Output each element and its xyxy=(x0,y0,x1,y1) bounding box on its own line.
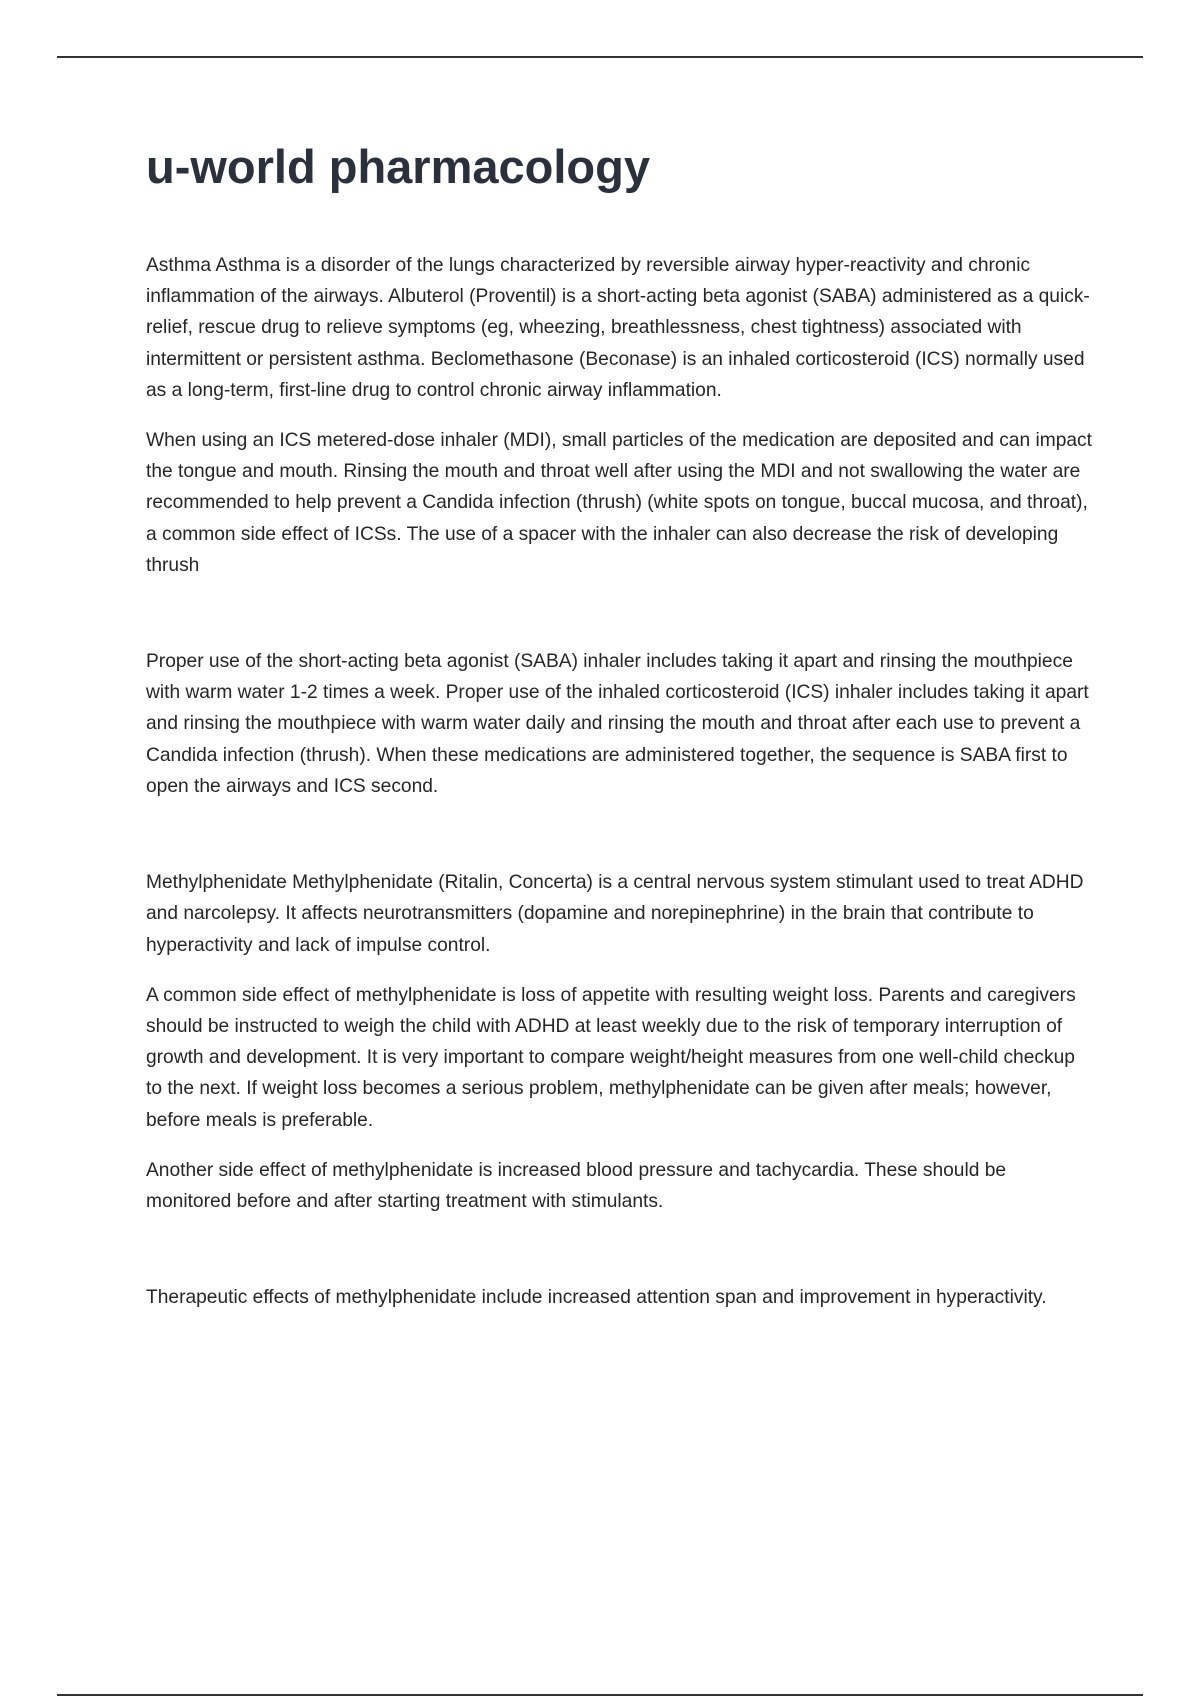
document-page xyxy=(146,140,1096,1332)
top-divider xyxy=(57,56,1143,58)
paragraph-therapeutic-effects: Therapeutic effects of methylphenidate include increased attention span and improvement in hyperactivity. xyxy=(146,1287,1047,1309)
page-title: u-world pharmacology xyxy=(146,140,650,193)
paragraph-methylphenidate-intro: Methylphenidate Methylphenidate (Ritalin, Concerta) is a central nervous system stimulant used to treat ADHD and narcolepsy. It affects neurotransmitters (dopamine and norepinephrine) in the brain that contribute to hyperactivity and lack of impulse control. xyxy=(146,872,1084,956)
bottom-divider xyxy=(57,1694,1143,1696)
paragraph-blood-pressure-side-effect: Another side effect of methylphenidate is increased blood pressure and tachycardia. These should be monitored before and after starting treatment with stimulants. xyxy=(146,1159,1007,1212)
document-body xyxy=(146,250,1096,1313)
paragraph-appetite-side-effect: A common side effect of methylphenidate is loss of appetite with resulting weight loss. Parents and caregivers should be instructed to weigh the child with ADHD at least weekly due to the risk of temporary interruption of growth and development. It is very important to compare weight/height measures from one well-child checkup to the next. If weight loss becomes a serious problem, methylphenidate can be given after meals; however, before meals is preferable. xyxy=(146,984,1076,1131)
paragraph-inhaler-use: Proper use of the short-acting beta agonist (SABA) inhaler includes taking it apart and rinsing the mouthpiece with warm water 1-2 times a week. Proper use of the inhaled corticosteroid (ICS) inhaler includes taking it apart and rinsing the mouthpiece with warm water daily and rinsing the mouth and throat after each use to prevent a Candida infection (thrush). When these medications are administered together, the sequence is SABA first to open the airways and ICS second. xyxy=(146,651,1089,797)
paragraph-ics-mdi: When using an ICS metered-dose inhaler (MDI), small particles of the medication are deposited and can impact the tongue and mouth. Rinsing the mouth and throat well after using the MDI and not swallowing the water are recommended to help prevent a Candida infection (thrush) (white spots on tongue, buccal mucosa, and throat), a common side effect of ICSs. The use of a spacer with the inhaler can also decrease the risk of developing thrush xyxy=(146,430,1092,576)
paragraph-asthma-intro: Asthma Asthma is a disorder of the lungs characterized by reversible airway hyper-reactivity and chronic inflammation of the airways. Albuterol (Proventil) is a short-acting beta agonist (SABA) administered as a quick-relief, rescue drug to relieve symptoms (eg, wheezing, breathlessness, chest tightness) associated with intermittent or persistent asthma. Beclomethasone (Beconase) is an inhaled corticosteroid (ICS) normally used as a long-term, first-line drug to control chronic airway inflammation. xyxy=(146,255,1090,401)
